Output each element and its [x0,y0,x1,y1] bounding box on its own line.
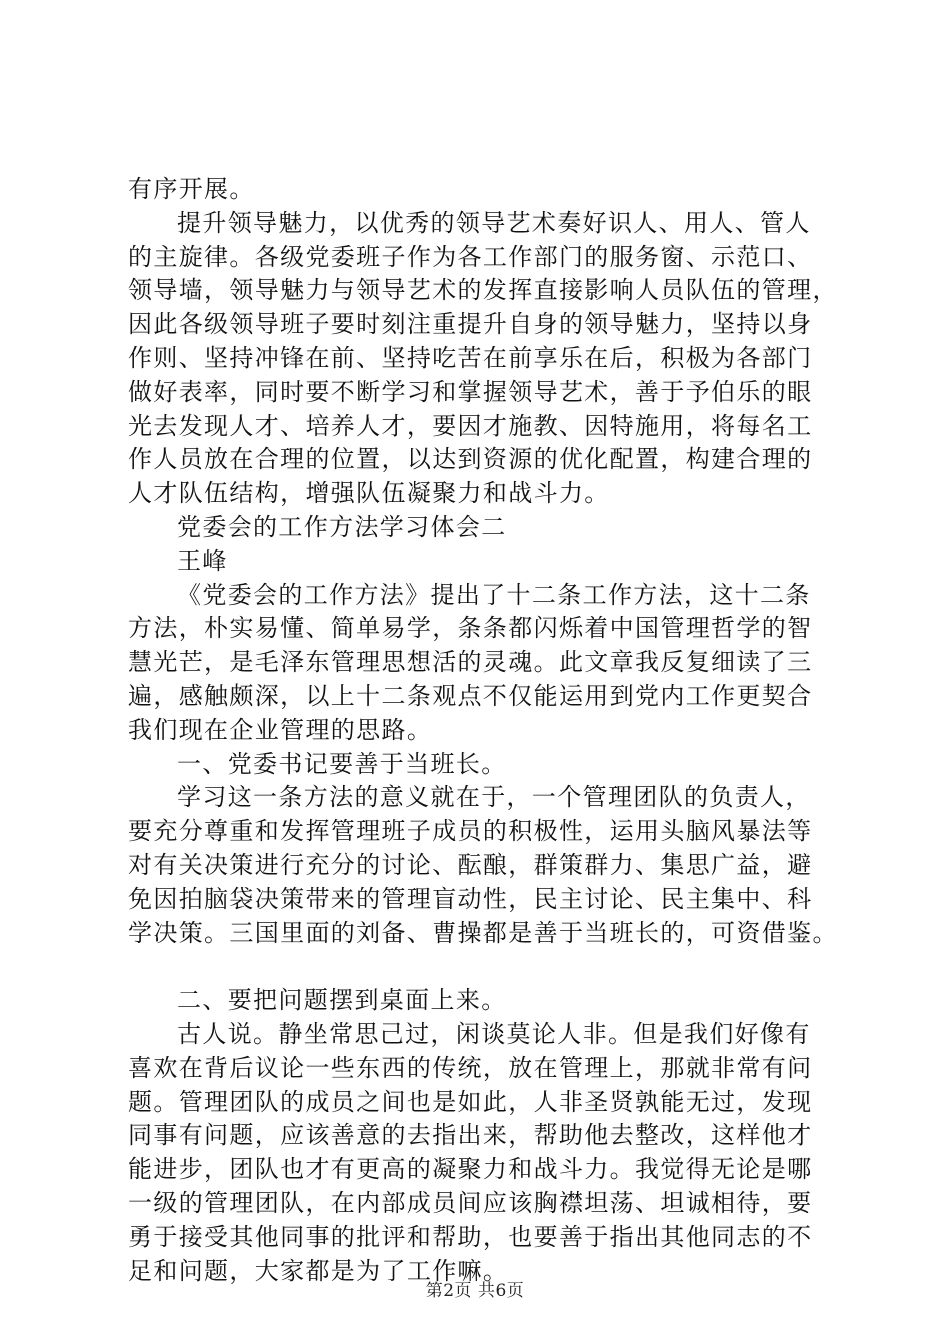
text-line: 一级的管理团队，在内部成员间应该胸襟坦荡、坦诚相待，要 [128,1188,813,1217]
text-line: 对有关决策进行充分的讨论、酝酿，群策群力、集思广益，避 [128,850,813,879]
text-line: 足和问题，大家都是为了工作嘛。 [128,1256,509,1285]
blank-line [128,950,848,984]
document-body [128,173,848,1288]
text-line: 慧光芒，是毛泽东管理思想活的灵魂。此文章我反复细读了三 [128,648,813,677]
text-line: 有序开展。 [128,175,255,203]
text-line: 我们现在企业管理的思路。 [128,715,433,744]
text-line: 提升领导魅力，以优秀的领导艺术奏好识人、用人、管人 [177,208,811,237]
text-line: 王峰 [177,546,228,575]
text-line: 的主旋律。各级党委班子作为各工作部门的服务窗、示范口、 [128,242,813,271]
text-line: 党委会的工作方法学习体会二 [177,512,507,541]
text-line: 能进步，团队也才有更高的凝聚力和战斗力。我觉得无论是哪 [128,1155,813,1184]
text-line: 免因拍脑袋决策带来的管理盲动性，民主讨论、民主集中、科 [128,884,813,913]
text-line: 勇于接受其他同事的批评和帮助，也要善于指出其他同志的不 [128,1222,813,1251]
page-number-footer: 第2页 共6页 [425,1281,525,1301]
text-line: 古人说。静坐常思己过，闲谈莫论人非。但是我们好像有 [177,1019,811,1048]
text-line: 遍，感触颇深，以上十二条观点不仅能运用到党内工作更契合 [128,681,813,710]
text-line: 《党委会的工作方法》提出了十二条工作方法，这十二条 [177,580,811,609]
text-line: 同事有问题，应该善意的去指出来，帮助他去整改，这样他才 [128,1121,813,1150]
text-line: 一、党委书记要善于当班长。 [177,749,507,778]
text-line: 喜欢在背后议论一些东西的传统，放在管理上，那就非常有问 [128,1053,813,1082]
text-line: 作则、坚持冲锋在前、坚持吃苦在前享乐在后，积极为各部门 [128,343,813,372]
text-line: 做好表率，同时要不断学习和掌握领导艺术，善于予伯乐的眼 [128,377,813,406]
text-line: 题。管理团队的成员之间也是如此，人非圣贤孰能无过，发现 [128,1087,813,1116]
text-line: 作人员放在合理的位置，以达到资源的优化配置，构建合理的 [128,445,813,474]
text-line: 光去发现人才、培养人才，要因才施教、因特施用，将每名工 [128,411,813,440]
text-line: 学习这一条方法的意义就在于，一个管理团队的负责人， [177,783,811,812]
text-line: 二、要把问题摆到桌面上来。 [177,986,507,1015]
text-line: 学决策。三国里面的刘备、曹操都是善于当班长的，可资借鉴。 [128,918,838,947]
text-line: 要充分尊重和发挥管理班子成员的积极性，运用头脑风暴法等 [128,817,813,846]
text-line: 领导墙，领导魅力与领导艺术的发挥直接影响人员队伍的管理， [128,276,838,305]
text-line: 人才队伍结构，增强队伍凝聚力和战斗力。 [128,479,610,508]
text-line: 因此各级领导班子要时刻注重提升自身的领导魅力，坚持以身 [128,310,813,339]
text-line: 方法，朴实易懂、简单易学，条条都闪烁着中国管理哲学的智 [128,614,813,643]
